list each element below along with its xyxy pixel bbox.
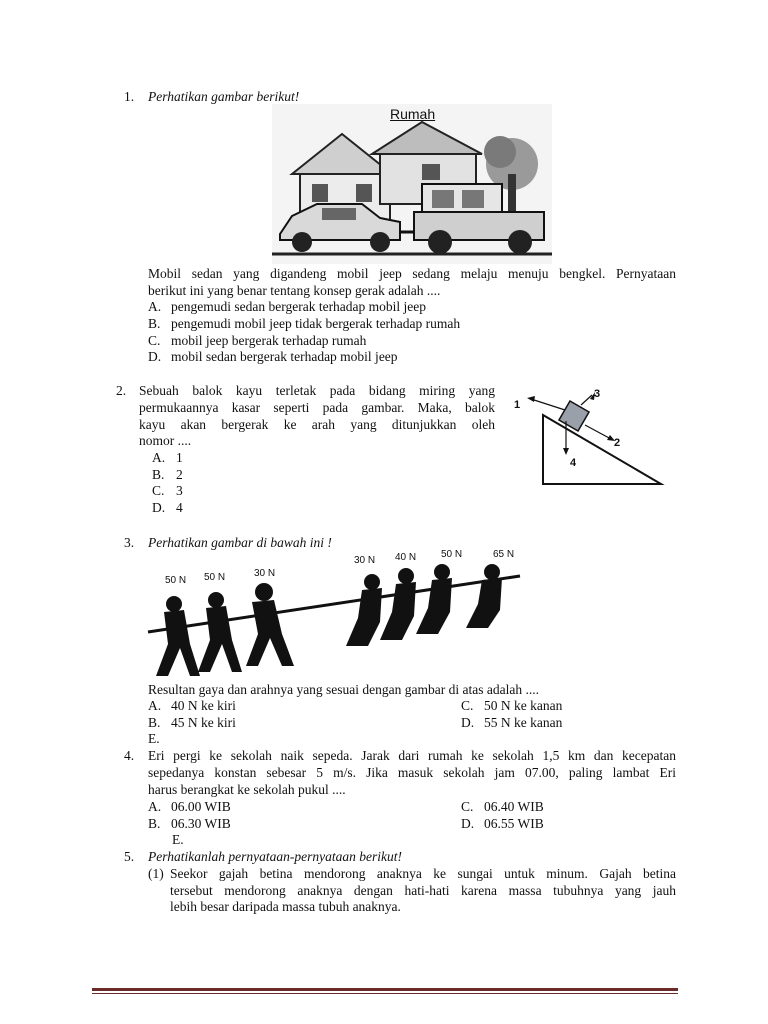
q3-option-e-letter: E. <box>148 731 160 746</box>
q1-text-line-2: berikut ini yang benar tentang konsep gerak adalah .... <box>148 283 441 298</box>
q3-option-a-text: 40 N ke kiri <box>171 698 236 713</box>
q3-right-force-4: 65 N <box>493 549 515 560</box>
q2-option-c-letter: C. <box>152 483 165 498</box>
q3-right-force-3: 50 N <box>441 549 463 560</box>
q5-title: Perhatikanlah pernyataan-pernyataan berikut! <box>148 849 402 864</box>
q4-option-c-text: 06.40 WIB <box>484 799 544 814</box>
q3-title: Perhatikan gambar di bawah ini ! <box>148 535 332 550</box>
q3-left-force-2: 50 N <box>204 572 226 583</box>
incline-plane-figure <box>505 385 670 490</box>
q1-text-line-1: Mobil sedan yang digandeng mobil jeep sedang melaju menuju bengkel. Pernyataan <box>148 266 676 281</box>
q1-option-a-letter: A. <box>148 299 162 314</box>
q4-option-c-letter: C. <box>461 799 474 814</box>
q2-arrow-label-3: 3 <box>594 388 601 400</box>
q4-text-line-3: harus berangkat ke sekolah pukul .... <box>148 782 346 797</box>
q3-left-force-3: 30 N <box>254 568 276 579</box>
q5-item-line-1: Seekor gajah betina mendorong anaknya ke sungai untuk minum. Gajah betina <box>170 866 676 881</box>
footer-rule-thick <box>92 988 678 991</box>
q3-right-force-1: 30 N <box>354 555 376 566</box>
q4-option-d-letter: D. <box>461 816 475 831</box>
q4-option-b-text: 06.30 WIB <box>171 816 231 831</box>
q4-option-d-text: 06.55 WIB <box>484 816 544 831</box>
q3-option-b-letter: B. <box>148 715 161 730</box>
q2-number: 2. <box>116 383 127 398</box>
q3-right-force-2: 40 N <box>395 552 417 563</box>
q4-option-b-letter: B. <box>148 816 161 831</box>
tug-of-war-illustration <box>146 548 524 680</box>
q3-option-d-letter: D. <box>461 715 475 730</box>
q4-option-e-letter: E. <box>172 832 184 847</box>
q3-option-c-letter: C. <box>461 698 474 713</box>
q5-number: 5. <box>124 849 135 864</box>
q3-question: Resultan gaya dan arahnya yang sesuai dengan gambar di atas adalah .... <box>148 682 539 697</box>
q4-option-a-letter: A. <box>148 799 162 814</box>
q4-text-line-1: Eri pergi ke sekolah naik sepeda. Jarak dari rumah ke sekolah 1,5 km dan kecepatan <box>148 748 676 763</box>
q2-arrow-label-1: 1 <box>514 399 521 411</box>
q3-number: 3. <box>124 535 135 550</box>
q3-option-a-letter: A. <box>148 698 162 713</box>
q3-option-d-text: 55 N ke kanan <box>484 715 563 730</box>
q1-option-b-text: pengemudi mobil jeep tidak bergerak terhadap rumah <box>171 316 461 331</box>
q1-image-label: Rumah <box>390 106 436 122</box>
q5-item-line-2: tersebut mendorong anaknya dengan hati-hati karena massa tubuhnya yang jauh <box>170 883 676 898</box>
q5-item-number: (1) <box>148 866 164 881</box>
q1-title: Perhatikan gambar berikut! <box>148 89 300 104</box>
q4-text-line-2: sepedanya konstan sebesar 5 m/s. Jika masuk sekolah jam 07.00, paling lambat Eri <box>148 765 676 780</box>
q2-incline-diagram <box>505 385 670 490</box>
q5-item-line-3: lebih besar daripada massa tubuh anaknya. <box>170 899 401 914</box>
q3-tug-of-war-image <box>146 548 524 680</box>
q2-option-b-text: 2 <box>176 467 183 482</box>
q4-option-a-text: 06.00 WIB <box>171 799 231 814</box>
q2-option-a-text: 1 <box>176 450 183 465</box>
footer-rule-thin <box>92 993 678 994</box>
q1-option-b-letter: B. <box>148 316 161 331</box>
q2-option-d-text: 4 <box>176 500 183 515</box>
q1-option-c-letter: C. <box>148 333 161 348</box>
q2-text-line-2: permukaannya kasar seperti pada gambar. Maka, balok <box>139 400 495 415</box>
q2-text-line-4: nomor .... <box>139 433 192 448</box>
q1-option-a-text: pengemudi sedan bergerak terhadap mobil jeep <box>171 299 427 314</box>
q2-option-c-text: 3 <box>176 483 183 498</box>
q2-option-b-letter: B. <box>152 467 165 482</box>
q1-car-image <box>272 104 552 264</box>
q2-text-line-1: Sebuah balok kayu terletak pada bidang miring yang <box>139 383 495 398</box>
q2-option-d-letter: D. <box>152 500 166 515</box>
q1-number: 1. <box>124 89 135 104</box>
q3-option-c-text: 50 N ke kanan <box>484 698 563 713</box>
q3-option-b-text: 45 N ke kiri <box>171 715 236 730</box>
q2-text-line-3: kayu akan bergerak ke arah yang ditunjukkan oleh <box>139 417 495 432</box>
q2-arrow-label-4: 4 <box>570 457 577 469</box>
q1-option-d-text: mobil sedan bergerak terhadap mobil jeep <box>171 349 398 364</box>
q1-option-c-text: mobil jeep bergerak terhadap rumah <box>171 333 367 348</box>
q1-option-d-letter: D. <box>148 349 162 364</box>
q4-number: 4. <box>124 748 135 763</box>
car-towing-illustration <box>272 104 552 264</box>
q2-option-a-letter: A. <box>152 450 166 465</box>
q2-arrow-label-2: 2 <box>614 437 621 449</box>
q3-left-force-1: 50 N <box>165 575 187 586</box>
